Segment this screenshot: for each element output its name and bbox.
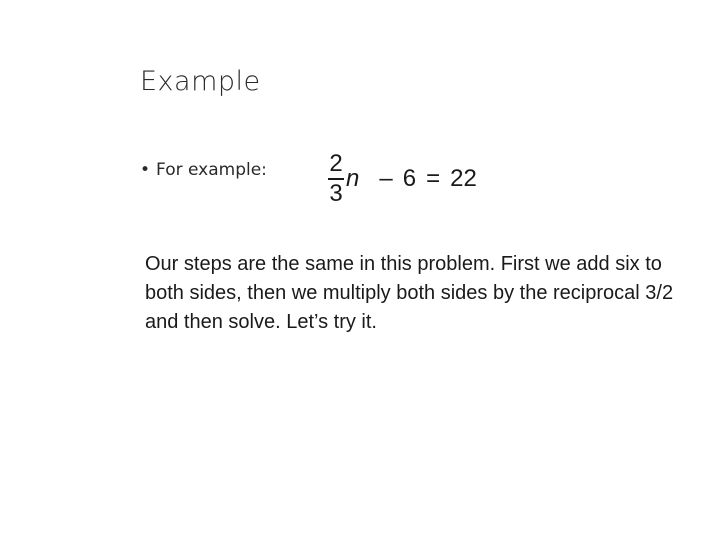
equation-variable: n [346, 165, 360, 192]
equation-constant: 6 [402, 165, 417, 192]
bullet-text: For example: [156, 160, 267, 180]
equation [328, 144, 477, 214]
equation-minus: – [379, 165, 393, 192]
body-paragraph: Our steps are the same in this problem. First we add six to both sides, then we multiply both sides by the reciprocal 3/2 and then solve. Let’s try it. [145, 253, 674, 333]
bullet-item [140, 160, 267, 180]
equation-result: 22 [450, 165, 477, 192]
equation-equals: = [426, 165, 441, 192]
fraction-denominator: 3 [329, 179, 343, 207]
fraction-numerator: 2 [329, 150, 343, 178]
bullet-marker: • [140, 160, 151, 180]
fraction [328, 151, 344, 207]
slide-title: Example [140, 66, 261, 97]
